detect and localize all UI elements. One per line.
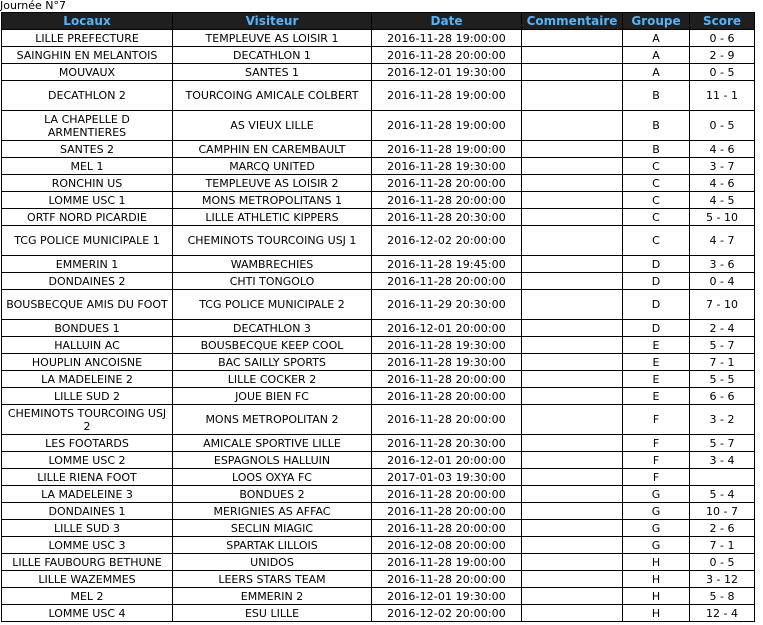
cell-group: D [623, 320, 689, 336]
cell-date: 2016-11-28 19:30:00 [372, 158, 521, 174]
cell-away-team: CHTI TONGOLO [173, 273, 371, 289]
cell-date: 2016-11-28 19:30:00 [372, 354, 521, 370]
cell-date: 2016-11-28 20:00:00 [372, 47, 521, 63]
cell-comment [522, 503, 622, 519]
cell-score: 7 - 1 [690, 354, 754, 370]
cell-date: 2016-11-28 19:00:00 [372, 81, 521, 110]
cell-score: 5 - 8 [690, 588, 754, 604]
cell-home-team: SAINGHIN EN MELANTOIS [2, 47, 172, 63]
cell-comment [522, 320, 622, 336]
table-row [2, 141, 754, 157]
cell-date: 2016-11-28 20:00:00 [372, 486, 521, 502]
cell-group: G [623, 503, 689, 519]
cell-comment [522, 452, 622, 468]
cell-date: 2016-12-02 20:00:00 [372, 605, 521, 621]
cell-home-team: TCG POLICE MUNICIPALE 1 [2, 226, 172, 255]
cell-away-team: MARCQ UNITED [173, 158, 371, 174]
cell-group: G [623, 486, 689, 502]
cell-score: 7 - 10 [690, 290, 754, 319]
cell-comment [522, 405, 622, 434]
cell-group: D [623, 290, 689, 319]
table-row [2, 354, 754, 370]
column-header-date[interactable]: Date [372, 13, 521, 29]
cell-group: C [623, 209, 689, 225]
cell-date: 2016-12-01 20:00:00 [372, 452, 521, 468]
cell-date: 2016-11-28 20:00:00 [372, 405, 521, 434]
cell-date: 2016-11-28 20:00:00 [372, 388, 521, 404]
cell-home-team: HALLUIN AC [2, 337, 172, 353]
cell-date: 2017-01-03 19:30:00 [372, 469, 521, 485]
table-row [2, 486, 754, 502]
cell-date: 2016-11-28 19:30:00 [372, 337, 521, 353]
table-row [2, 158, 754, 174]
cell-home-team: BOUSBECQUE AMIS DU FOOT [2, 290, 172, 319]
cell-away-team: MONS METROPOLITAN 2 [173, 405, 371, 434]
cell-group: B [623, 111, 689, 140]
cell-group: D [623, 256, 689, 272]
cell-away-team: CHEMINOTS TOURCOING USJ 1 [173, 226, 371, 255]
cell-comment [522, 588, 622, 604]
cell-comment [522, 141, 622, 157]
cell-group: G [623, 537, 689, 553]
cell-home-team: LA CHAPELLE D ARMENTIERES [2, 111, 172, 140]
cell-score: 2 - 6 [690, 520, 754, 536]
table-row [2, 111, 754, 140]
cell-date: 2016-11-28 20:00:00 [372, 503, 521, 519]
column-header-visiteur[interactable]: Visiteur [173, 13, 371, 29]
cell-away-team: AS VIEUX LILLE [173, 111, 371, 140]
cell-date: 2016-12-01 19:30:00 [372, 64, 521, 80]
cell-comment [522, 388, 622, 404]
cell-home-team: LILLE SUD 3 [2, 520, 172, 536]
cell-comment [522, 605, 622, 621]
cell-group: F [623, 435, 689, 451]
cell-home-team: EMMERIN 1 [2, 256, 172, 272]
cell-date: 2016-11-28 20:00:00 [372, 371, 521, 387]
cell-score: 5 - 10 [690, 209, 754, 225]
cell-comment [522, 290, 622, 319]
cell-group: D [623, 273, 689, 289]
table-row [2, 537, 754, 553]
cell-comment [522, 469, 622, 485]
cell-score: 5 - 4 [690, 486, 754, 502]
cell-home-team: LILLE RIENA FOOT [2, 469, 172, 485]
column-header-locaux[interactable]: Locaux [2, 13, 172, 29]
cell-group: E [623, 354, 689, 370]
cell-comment [522, 192, 622, 208]
table-row [2, 320, 754, 336]
cell-group: H [623, 554, 689, 570]
cell-home-team: LILLE WAZEMMES [2, 571, 172, 587]
cell-away-team: TCG POLICE MUNICIPALE 2 [173, 290, 371, 319]
cell-away-team: JOUE BIEN FC [173, 388, 371, 404]
cell-comment [522, 64, 622, 80]
cell-comment [522, 47, 622, 63]
cell-date: 2016-12-01 19:30:00 [372, 588, 521, 604]
cell-comment [522, 158, 622, 174]
cell-away-team: DECATHLON 3 [173, 320, 371, 336]
table-row [2, 81, 754, 110]
cell-date: 2016-11-28 19:45:00 [372, 256, 521, 272]
cell-away-team: WAMBRECHIES [173, 256, 371, 272]
table-header-row [2, 13, 754, 29]
table-row [2, 337, 754, 353]
table-row [2, 290, 754, 319]
cell-comment [522, 486, 622, 502]
cell-home-team: DONDAINES 1 [2, 503, 172, 519]
cell-away-team: TEMPLEUVE AS LOISIR 2 [173, 175, 371, 191]
cell-comment [522, 175, 622, 191]
table-row [2, 273, 754, 289]
cell-score: 3 - 12 [690, 571, 754, 587]
cell-home-team: LES FOOTARDS [2, 435, 172, 451]
cell-comment [522, 537, 622, 553]
cell-home-team: LILLE SUD 2 [2, 388, 172, 404]
cell-score: 2 - 4 [690, 320, 754, 336]
cell-away-team: UNIDOS [173, 554, 371, 570]
cell-score: 0 - 4 [690, 273, 754, 289]
table-row [2, 520, 754, 536]
cell-home-team: LOMME USC 2 [2, 452, 172, 468]
cell-group: E [623, 388, 689, 404]
cell-date: 2016-11-28 20:00:00 [372, 175, 521, 191]
cell-group: A [623, 30, 689, 46]
table-row [2, 435, 754, 451]
cell-home-team: LOMME USC 3 [2, 537, 172, 553]
cell-group: E [623, 371, 689, 387]
cell-home-team: BONDUES 1 [2, 320, 172, 336]
cell-away-team: LOOS OXYA FC [173, 469, 371, 485]
cell-score: 4 - 6 [690, 141, 754, 157]
cell-comment [522, 30, 622, 46]
cell-group: H [623, 605, 689, 621]
cell-group: A [623, 64, 689, 80]
cell-group: C [623, 192, 689, 208]
cell-comment [522, 371, 622, 387]
cell-score: 11 - 1 [690, 81, 754, 110]
table-row [2, 588, 754, 604]
cell-score: 10 - 7 [690, 503, 754, 519]
cell-date: 2016-12-02 20:00:00 [372, 226, 521, 255]
cell-date: 2016-11-28 20:30:00 [372, 435, 521, 451]
cell-score: 0 - 5 [690, 64, 754, 80]
cell-group: B [623, 141, 689, 157]
cell-comment [522, 435, 622, 451]
cell-away-team: ESPAGNOLS HALLUIN [173, 452, 371, 468]
cell-score: 4 - 5 [690, 192, 754, 208]
cell-comment [522, 256, 622, 272]
cell-group: H [623, 571, 689, 587]
table-row [2, 503, 754, 519]
cell-group: F [623, 405, 689, 434]
cell-date: 2016-11-28 20:00:00 [372, 192, 521, 208]
cell-date: 2016-11-29 20:30:00 [372, 290, 521, 319]
cell-score: 3 - 6 [690, 256, 754, 272]
table-row [2, 554, 754, 570]
cell-score: 5 - 7 [690, 337, 754, 353]
cell-date: 2016-11-28 19:00:00 [372, 111, 521, 140]
cell-group: F [623, 469, 689, 485]
cell-home-team: LOMME USC 4 [2, 605, 172, 621]
cell-date: 2016-11-28 19:00:00 [372, 141, 521, 157]
table-row [2, 226, 754, 255]
cell-score: 4 - 6 [690, 175, 754, 191]
cell-home-team: DONDAINES 2 [2, 273, 172, 289]
table-row [2, 64, 754, 80]
cell-home-team: RONCHIN US [2, 175, 172, 191]
cell-away-team: EMMERIN 2 [173, 588, 371, 604]
cell-score: 4 - 7 [690, 226, 754, 255]
table-row [2, 405, 754, 434]
cell-away-team: BOUSBECQUE KEEP COOL [173, 337, 371, 353]
cell-away-team: DECATHLON 1 [173, 47, 371, 63]
cell-date: 2016-11-28 20:00:00 [372, 520, 521, 536]
table-row [2, 30, 754, 46]
cell-comment [522, 81, 622, 110]
cell-date: 2016-11-28 20:30:00 [372, 209, 521, 225]
cell-date: 2016-11-28 19:00:00 [372, 30, 521, 46]
cell-away-team: SPARTAK LILLOIS [173, 537, 371, 553]
table-row [2, 175, 754, 191]
cell-home-team: DECATHLON 2 [2, 81, 172, 110]
cell-away-team: TOURCOING AMICALE COLBERT [173, 81, 371, 110]
cell-away-team: CAMPHIN EN CAREMBAULT [173, 141, 371, 157]
table-row [2, 571, 754, 587]
cell-score: 12 - 4 [690, 605, 754, 621]
cell-group: C [623, 158, 689, 174]
cell-score: 5 - 5 [690, 371, 754, 387]
table-row [2, 209, 754, 225]
table-row [2, 192, 754, 208]
cell-score: 5 - 7 [690, 435, 754, 451]
cell-score: 6 - 6 [690, 388, 754, 404]
column-header-groupe[interactable]: Groupe [623, 13, 689, 29]
cell-away-team: MONS METROPOLITANS 1 [173, 192, 371, 208]
results-table [1, 12, 755, 622]
cell-comment [522, 554, 622, 570]
cell-date: 2016-11-28 20:00:00 [372, 571, 521, 587]
cell-score: 0 - 6 [690, 30, 754, 46]
cell-comment [522, 520, 622, 536]
cell-home-team: CHEMINOTS TOURCOING USJ 2 [2, 405, 172, 434]
cell-score: 0 - 5 [690, 111, 754, 140]
cell-score: 0 - 5 [690, 554, 754, 570]
page-title: Journée N°7 [0, 0, 67, 12]
cell-away-team: AMICALE SPORTIVE LILLE [173, 435, 371, 451]
cell-group: C [623, 175, 689, 191]
cell-score: 3 - 7 [690, 158, 754, 174]
cell-group: B [623, 81, 689, 110]
table-row [2, 452, 754, 468]
cell-group: G [623, 520, 689, 536]
cell-date: 2016-12-08 20:00:00 [372, 537, 521, 553]
cell-away-team: SANTES 1 [173, 64, 371, 80]
cell-comment [522, 226, 622, 255]
cell-home-team: SANTES 2 [2, 141, 172, 157]
cell-home-team: ORTF NORD PICARDIE [2, 209, 172, 225]
table-row [2, 47, 754, 63]
cell-comment [522, 273, 622, 289]
table-row [2, 605, 754, 621]
cell-comment [522, 354, 622, 370]
cell-score [690, 469, 754, 485]
cell-score: 2 - 9 [690, 47, 754, 63]
cell-comment [522, 571, 622, 587]
cell-date: 2016-11-28 20:00:00 [372, 273, 521, 289]
cell-home-team: MEL 1 [2, 158, 172, 174]
cell-group: E [623, 337, 689, 353]
cell-home-team: HOUPLIN ANCOISNE [2, 354, 172, 370]
cell-away-team: BONDUES 2 [173, 486, 371, 502]
cell-group: H [623, 588, 689, 604]
column-header-score[interactable]: Score [690, 13, 754, 29]
cell-away-team: ESU LILLE [173, 605, 371, 621]
cell-away-team: MERIGNIES AS AFFAC [173, 503, 371, 519]
cell-away-team: LILLE ATHLETIC KIPPERS [173, 209, 371, 225]
cell-score: 3 - 4 [690, 452, 754, 468]
cell-away-team: LILLE COCKER 2 [173, 371, 371, 387]
table-row [2, 469, 754, 485]
cell-away-team: SECLIN MIAGIC [173, 520, 371, 536]
cell-home-team: MOUVAUX [2, 64, 172, 80]
cell-comment [522, 111, 622, 140]
cell-group: F [623, 452, 689, 468]
cell-away-team: LEERS STARS TEAM [173, 571, 371, 587]
column-header-commentaire[interactable]: Commentaire [522, 13, 622, 29]
cell-date: 2016-11-28 19:00:00 [372, 554, 521, 570]
cell-group: A [623, 47, 689, 63]
cell-away-team: TEMPLEUVE AS LOISIR 1 [173, 30, 371, 46]
cell-group: C [623, 226, 689, 255]
cell-home-team: LA MADELEINE 2 [2, 371, 172, 387]
cell-home-team: LILLE FAUBOURG BETHUNE [2, 554, 172, 570]
cell-home-team: LA MADELEINE 3 [2, 486, 172, 502]
cell-home-team: LILLE PREFECTURE [2, 30, 172, 46]
cell-comment [522, 337, 622, 353]
table-row [2, 388, 754, 404]
cell-date: 2016-12-01 20:00:00 [372, 320, 521, 336]
table-row [2, 371, 754, 387]
cell-home-team: MEL 2 [2, 588, 172, 604]
cell-score: 3 - 2 [690, 405, 754, 434]
cell-away-team: BAC SAILLY SPORTS [173, 354, 371, 370]
table-row [2, 256, 754, 272]
cell-home-team: LOMME USC 1 [2, 192, 172, 208]
cell-score: 7 - 1 [690, 537, 754, 553]
cell-comment [522, 209, 622, 225]
